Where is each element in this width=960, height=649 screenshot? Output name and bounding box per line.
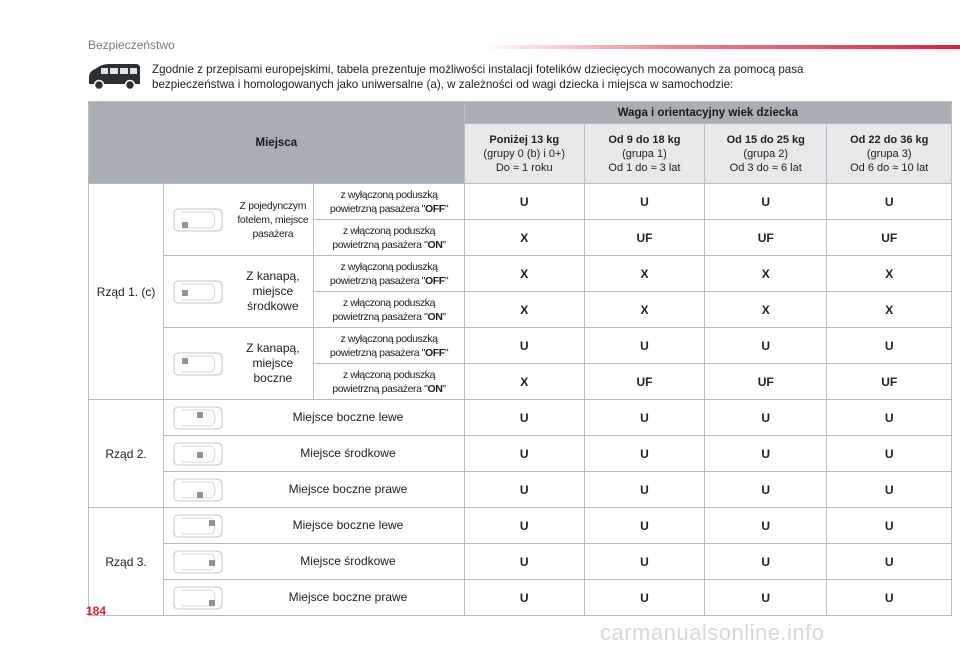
value-cell-group-3: U [705, 472, 827, 508]
value-cell-group-4: U [827, 508, 952, 544]
airbag-on-cell [314, 292, 464, 328]
value-cell-group-2: UF [584, 364, 704, 400]
seat-icon-cell [164, 580, 233, 616]
group-age: Do ≈ 1 roku [495, 161, 553, 174]
value-cell-group-2: U [584, 184, 704, 220]
seat-icon-cell [164, 508, 233, 544]
value-cell-group-4: X [827, 256, 952, 292]
group-title: Poniżej 13 kg [489, 133, 560, 146]
seat-icon-cell [164, 472, 233, 508]
header-waga: Waga i orientacyjny wiek dziecka [464, 102, 951, 124]
seat-position-icon [172, 350, 224, 378]
value-cell-group-4: U [827, 580, 952, 616]
value-cell-group-2: X [584, 256, 704, 292]
airbag-prefix: z włączoną poduszką [342, 368, 436, 381]
van-icon [86, 60, 142, 92]
seat-icon-cell [164, 400, 233, 436]
group-age: Od 6 do ≈ 10 lat [850, 161, 929, 174]
seat-position-icon [172, 440, 224, 468]
airbag-prefix: z włączoną poduszką [342, 296, 436, 309]
seat-icon-cell [164, 436, 233, 472]
child-seat-table [88, 101, 952, 616]
seat-description: Miejsce boczne lewe [232, 508, 464, 544]
value-cell-group-2: U [584, 436, 704, 472]
airbag-on-cell [314, 220, 464, 256]
value-cell-group-2: U [584, 400, 704, 436]
value-cell-group-3: X [705, 256, 827, 292]
seat-icon-cell [164, 544, 233, 580]
group-title: Od 9 do 18 kg [608, 133, 681, 146]
value-cell-group-4: U [827, 328, 952, 364]
value-cell-group-3: U [705, 508, 827, 544]
value-cell-group-1: U [464, 580, 584, 616]
airbag-prefix: z włączoną poduszką [342, 224, 436, 237]
watermark: carmanualsonline.info [600, 620, 825, 645]
header-accent-bar [480, 45, 960, 49]
airbag-state: ON [427, 382, 443, 395]
value-cell-group-1: U [464, 328, 584, 364]
seat-position-icon [172, 548, 224, 576]
group-label: (grupy 0 (b) i 0+) [483, 147, 566, 160]
group-title: Od 22 do 36 kg [850, 133, 929, 146]
value-cell-group-2: U [584, 328, 704, 364]
airbag-line2: powietrzną pasażera " [329, 274, 426, 287]
row-label-3: Rząd 3. [89, 508, 164, 616]
value-cell-group-3: U [705, 328, 827, 364]
value-cell-group-3: UF [705, 220, 827, 256]
airbag-quote: " [442, 310, 446, 323]
value-cell-group-4: U [827, 400, 952, 436]
group-age: Od 1 do ≈ 3 lat [608, 161, 681, 174]
seat-description: Miejsce boczne prawe [232, 472, 464, 508]
value-cell-group-1: U [464, 544, 584, 580]
value-cell-group-1: U [464, 508, 584, 544]
value-cell-group-1: U [464, 472, 584, 508]
group-label: (grupa 3) [866, 147, 912, 160]
value-cell-group-1: U [464, 184, 584, 220]
value-cell-group-3: U [705, 580, 827, 616]
airbag-off-cell [314, 256, 464, 292]
group-header-4 [827, 124, 952, 184]
value-cell-group-2: U [584, 544, 704, 580]
airbag-quote: " [444, 202, 449, 215]
seat-description: Z pojedynczym fotelem, miejsce pasażera [232, 184, 314, 256]
value-cell-group-4: U [827, 184, 952, 220]
group-header-2 [584, 124, 704, 184]
group-label: (grupa 1) [622, 147, 667, 160]
group-age: Od 3 do ≈ 6 lat [729, 161, 802, 174]
airbag-quote: " [444, 346, 449, 359]
airbag-line2: powietrzną pasażera " [332, 238, 428, 251]
airbag-off-cell [314, 184, 464, 220]
group-title: Od 15 do 25 kg [726, 133, 805, 146]
value-cell-group-3: UF [705, 364, 827, 400]
value-cell-group-2: U [584, 472, 704, 508]
section-title: Bezpieczeństwo [88, 38, 175, 52]
seat-description: Miejsce boczne prawe [232, 580, 464, 616]
airbag-prefix: z wyłączoną poduszką [340, 188, 438, 201]
airbag-off-cell [314, 328, 464, 364]
value-cell-group-4: UF [827, 364, 952, 400]
seat-position-icon [172, 476, 224, 504]
seat-icon-cell [164, 328, 233, 400]
seat-position-icon [172, 584, 224, 612]
seat-position-icon [172, 404, 224, 432]
airbag-prefix: z wyłączoną poduszką [340, 332, 438, 345]
seat-icon-cell [164, 256, 233, 328]
value-cell-group-4: U [827, 472, 952, 508]
value-cell-group-3: U [705, 184, 827, 220]
value-cell-group-1: X [464, 292, 584, 328]
value-cell-group-4: X [827, 292, 952, 328]
value-cell-group-2: UF [584, 220, 704, 256]
row-label-1: Rząd 1. (c) [89, 184, 164, 400]
seat-position-icon [172, 206, 224, 234]
value-cell-group-4: UF [827, 220, 952, 256]
seat-description: Z kanapą, miejsce boczne [232, 328, 314, 400]
seat-description: Z kanapą, miejsce środkowe [232, 256, 314, 328]
airbag-state: OFF [425, 346, 445, 359]
seat-description: Miejsce środkowe [232, 544, 464, 580]
airbag-state: OFF [425, 274, 445, 287]
group-label: (grupa 2) [743, 147, 789, 160]
airbag-line2: powietrzną pasażera " [332, 382, 428, 395]
airbag-line2: powietrzną pasażera " [329, 346, 426, 359]
airbag-line2: powietrzną pasażera " [329, 202, 426, 215]
value-cell-group-1: U [464, 436, 584, 472]
airbag-state: ON [427, 310, 443, 323]
value-cell-group-3: U [705, 544, 827, 580]
airbag-on-cell [314, 364, 464, 400]
value-cell-group-2: X [584, 292, 704, 328]
value-cell-group-1: X [464, 220, 584, 256]
airbag-quote: " [442, 382, 446, 395]
airbag-state: OFF [425, 202, 445, 215]
header-miejsca: Miejsca [89, 102, 465, 184]
value-cell-group-2: U [584, 580, 704, 616]
row-label-2: Rząd 2. [89, 400, 164, 508]
group-header-1 [464, 124, 584, 184]
airbag-state: ON [427, 238, 443, 251]
value-cell-group-2: U [584, 508, 704, 544]
seat-position-icon [172, 278, 224, 306]
value-cell-group-4: U [827, 544, 952, 580]
seat-description: Miejsce boczne lewe [232, 400, 464, 436]
value-cell-group-3: U [705, 436, 827, 472]
value-cell-group-3: U [705, 400, 827, 436]
value-cell-group-1: X [464, 256, 584, 292]
seat-description: Miejsce środkowe [232, 436, 464, 472]
seat-icon-cell [164, 184, 233, 256]
airbag-line2: powietrzną pasażera " [332, 310, 428, 323]
value-cell-group-4: U [827, 436, 952, 472]
value-cell-group-3: X [705, 292, 827, 328]
value-cell-group-1: X [464, 364, 584, 400]
seat-position-icon [172, 512, 224, 540]
value-cell-group-1: U [464, 400, 584, 436]
group-header-3 [705, 124, 827, 184]
intro-text: Zgodnie z przepisami europejskimi, tabela prezentuje możliwości instalacji fotelików dziecięcych mocowanych za pomocą pasa bezpieczeństwa i homologowanych jako uniwersalne (a), w zależności od wagi dziecka i miejsca w samochodzie: [152, 63, 804, 91]
airbag-quote: " [444, 274, 449, 287]
airbag-quote: " [442, 238, 446, 251]
page-number: 184 [86, 604, 107, 618]
airbag-prefix: z wyłączoną poduszką [340, 260, 438, 273]
